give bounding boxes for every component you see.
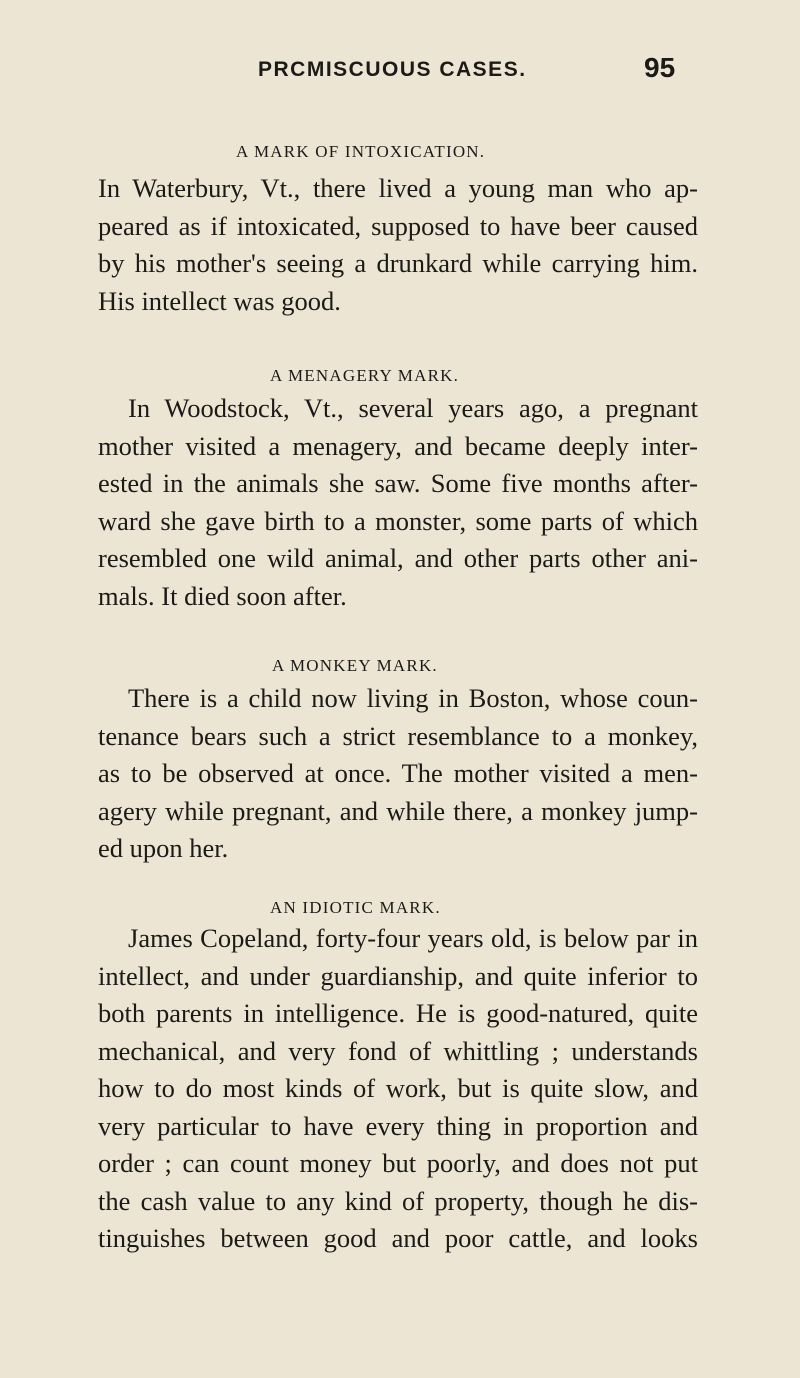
text-line: mals. It died soon after. [98,580,347,611]
text-line: His intellect was good. [98,285,341,316]
section-heading: A MARK OF INTOXICATION. [236,142,486,161]
running-head: PRCMISCUOUS CASES. [258,58,527,81]
text-line: In Woodstock, Vt., several years ago, a pregnant [128,393,698,423]
text-line: order ; can count money but poorly, and does not put [98,1148,698,1178]
section-heading: AN IDIOTIC MARK. [270,898,441,917]
text-line: peared as if intoxicated, supposed to have beer caused [98,210,698,241]
text-line: ward she gave birth to a monster, some parts of which [98,505,698,536]
text-line: both parents in intelligence. He is good-natured, quite [98,998,698,1028]
text-line: resembled one wild animal, and other parts other ani- [98,543,698,573]
text-line: how to do most kinds of work, but is quite slow, and [98,1073,698,1103]
text-line: mother visited a menagery, and became deeply inter- [98,430,698,461]
text-line: very particular to have every thing in proportion and [98,1110,698,1141]
text-line: agery while pregnant, and while there, a monkey jump- [98,795,698,826]
section-paragraph [98,680,698,868]
text-line: tenance bears such a strict resemblance to a monkey, [98,720,698,751]
section-heading: A MENAGERY MARK. [270,366,460,385]
page-number: 95 [644,52,676,83]
text-line: tinguishes between good and poor cattle, and looks [98,1223,698,1253]
text-line: There is a child now living in Boston, whose coun- [128,683,698,713]
text-line: as to be observed at once. The mother visited a men- [98,758,698,788]
text-line: mechanical, and very fond of whittling ; understands [98,1035,698,1066]
text-line: ested in the animals she saw. Some five months after- [98,468,698,498]
section-heading: A MONKEY MARK. [272,656,438,675]
section-paragraph [98,920,698,1258]
text-line: ed upon her. [98,833,229,863]
text-line: intellect, and under guardianship, and quite inferior to [98,960,698,991]
section-paragraph [98,170,698,320]
text-line: by his mother's seeing a drunkard while carrying him. [98,248,698,278]
text-line: the cash value to any kind of property, though he dis- [98,1185,698,1216]
text-line: James Copeland, forty-four years old, is below par in [128,923,698,953]
text-line: In Waterbury, Vt., there lived a young man who ap- [98,173,698,203]
section-paragraph [98,390,698,615]
